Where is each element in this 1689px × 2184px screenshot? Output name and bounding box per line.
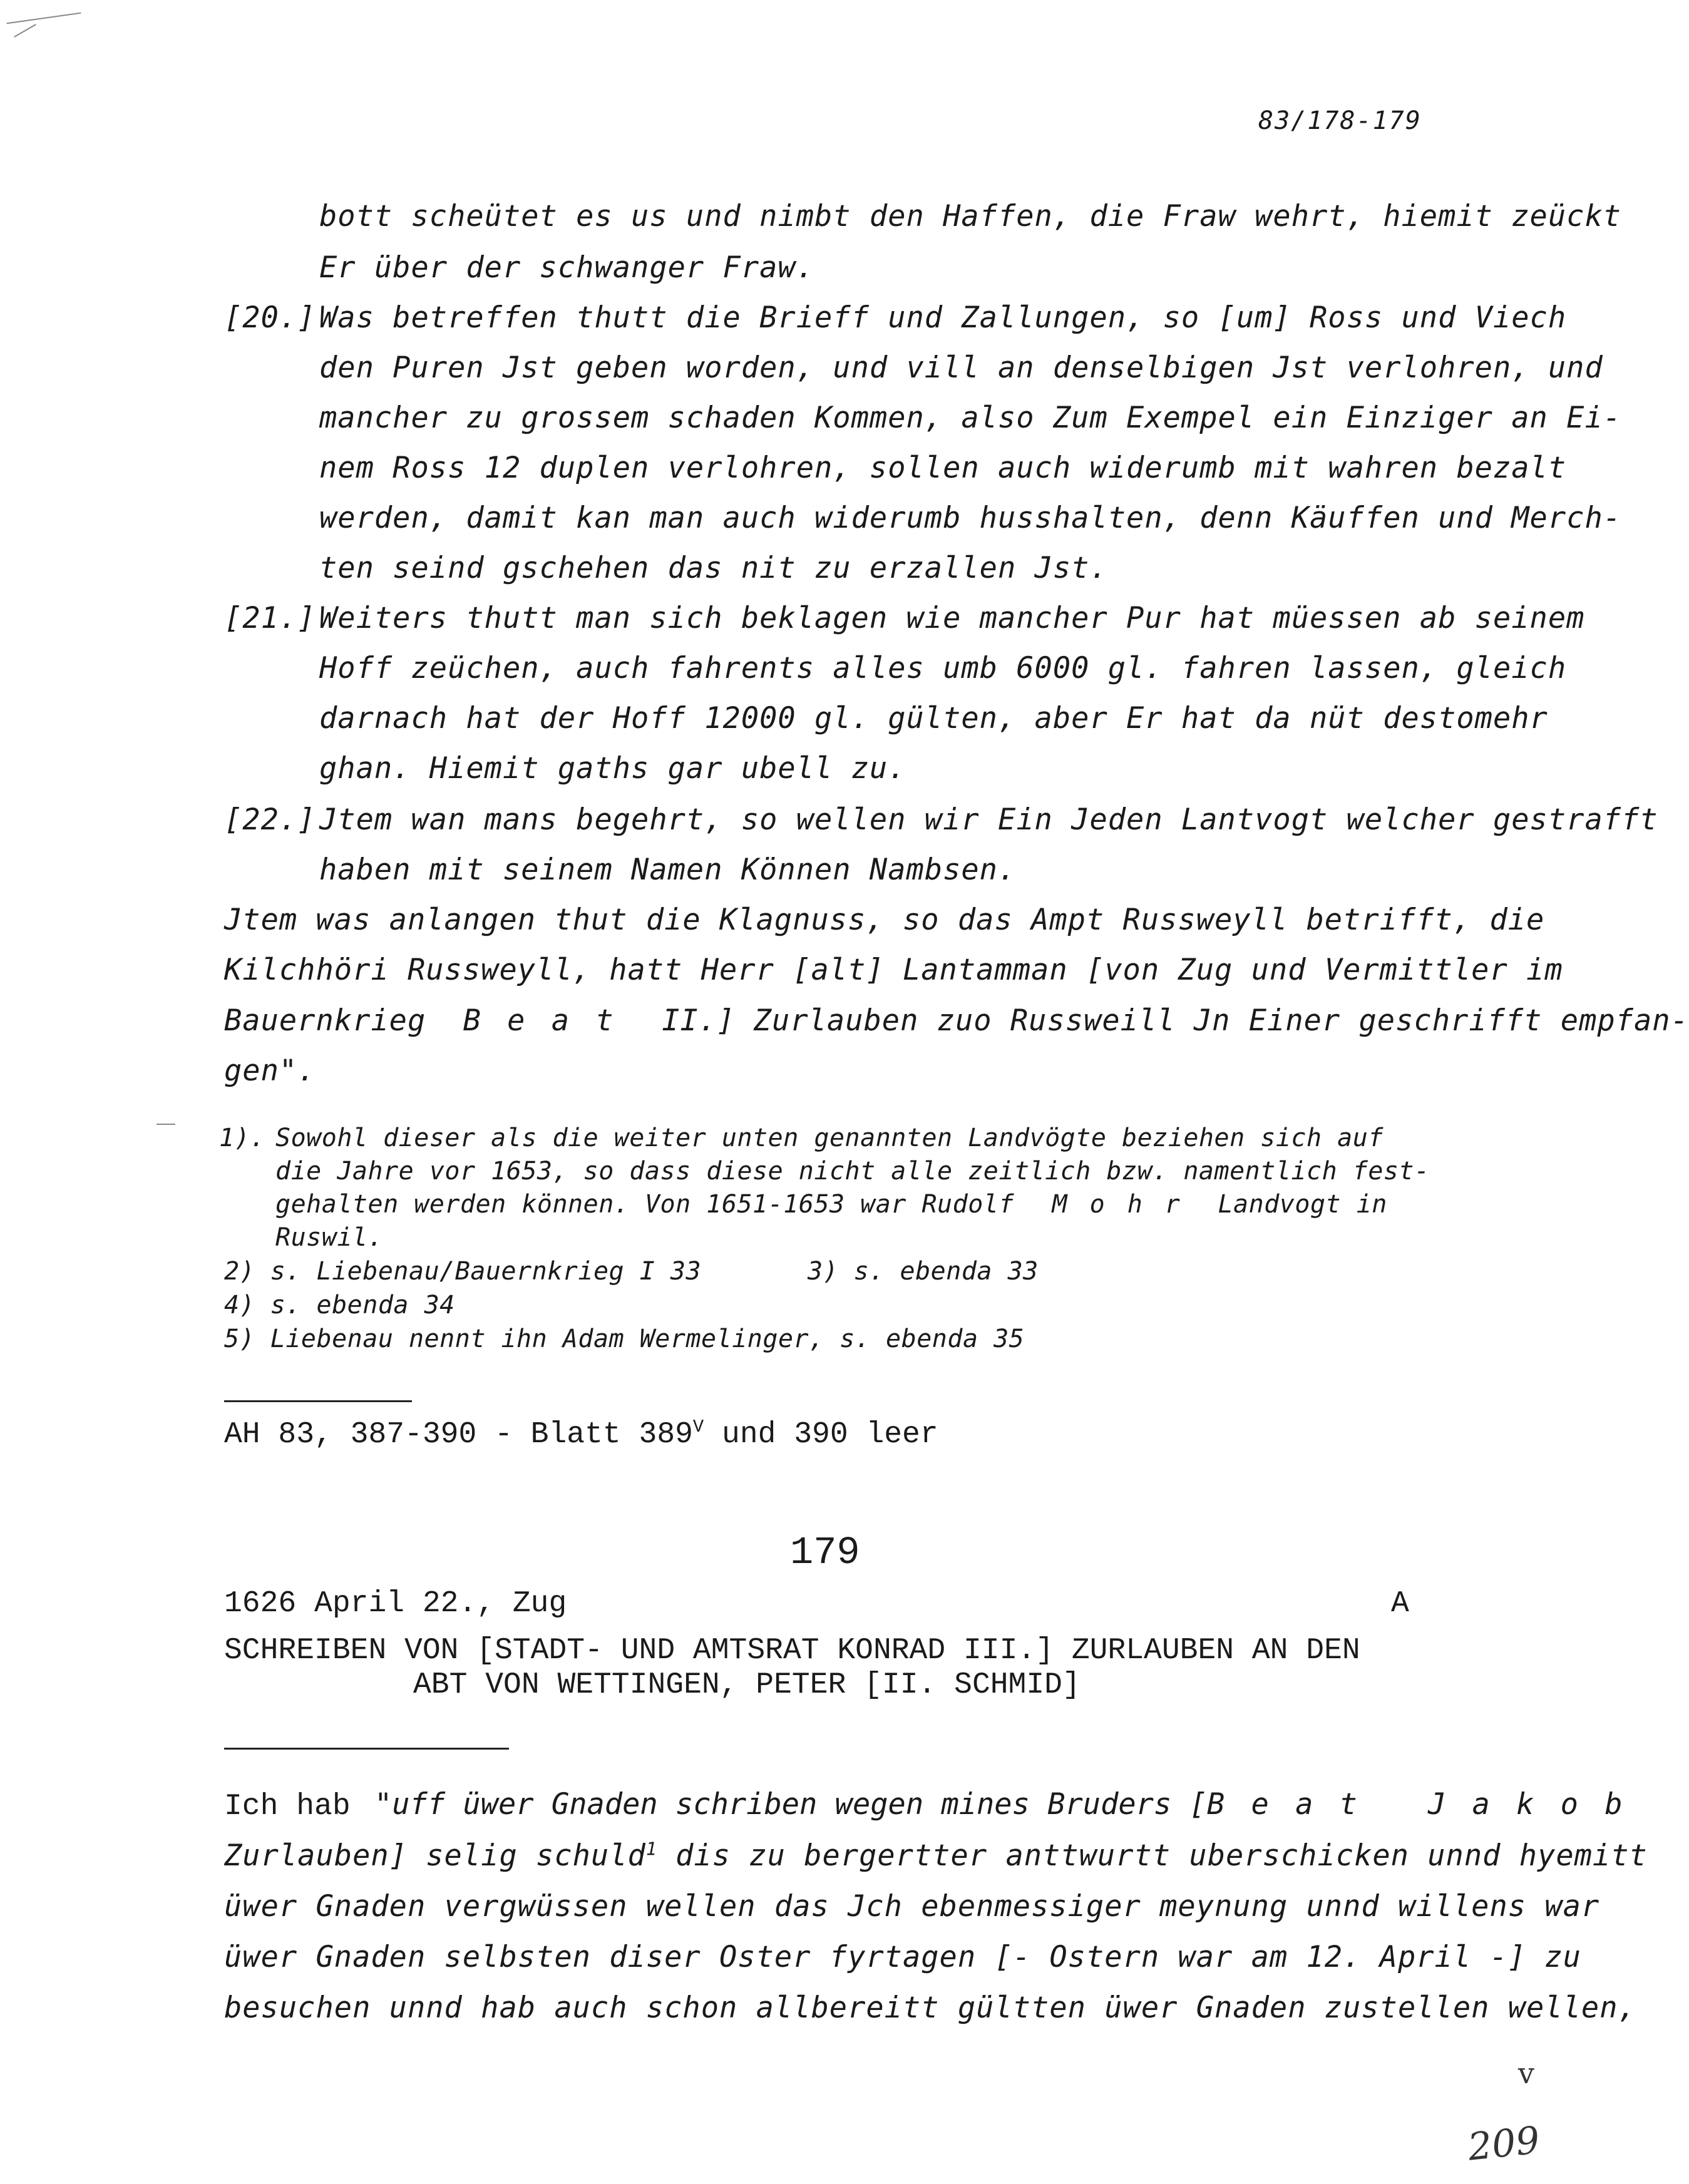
item-label-22: [22.] — [224, 802, 316, 837]
text-line: Weiters thutt man sich beklagen wie mancher Pur hat müessen ab seinem — [319, 601, 1585, 635]
page-reference: 83/178-179 — [1258, 106, 1422, 135]
superscript: V — [692, 1417, 704, 1437]
text-segment: Landvogt in — [1218, 1190, 1387, 1219]
source-reference — [224, 1418, 938, 1452]
text-line: den Puren Jst geben worden, und vill an denselbigen Jst verlohren, und — [319, 351, 1603, 385]
handwritten-page-number: 209 — [1466, 2118, 1542, 2170]
text-line — [224, 1838, 1648, 1873]
item-label-20: [20.] — [224, 300, 316, 335]
date-place: 1626 April 22., Zug — [224, 1587, 567, 1621]
scan-artifact — [6, 13, 81, 24]
scan-artifact — [14, 24, 36, 38]
footnote-marker-1: 1). — [219, 1124, 265, 1152]
footnote-3: 3) s. ebenda 33 — [808, 1257, 1039, 1286]
section-divider — [224, 1400, 412, 1402]
margin-mark — [157, 1124, 175, 1125]
text-segment: Ich hab — [224, 1790, 351, 1823]
text-line: darnach hat der Hoff 12000 gl. gülten, aber Er hat da nüt destomehr — [319, 701, 1548, 736]
text-line: Was betreffen thutt die Brieff und Zallungen, so [um] Ross und Viech — [319, 300, 1567, 335]
footnote-4: 4) s. ebenda 34 — [224, 1291, 455, 1320]
text-line: mancher zu grossem schaden Kommen, also Zum Exempel ein Einziger an Ei- — [319, 401, 1622, 435]
superscript: 1 — [645, 1838, 657, 1860]
text-segment: dis zu bergertter anttwurtt uberschicken unnd hyemitt — [657, 1838, 1648, 1873]
text-segment: AH 83, 387-390 - Blatt 389 — [224, 1418, 693, 1452]
text-line: Kilchhöri Russweyll, hatt Herr [alt] Lantamman [von Zug und Vermittler im — [224, 953, 1563, 987]
text-line — [224, 1787, 1649, 1823]
footnote-line: die Jahre vor 1653, so dass diese nicht alle zeitlich bzw. namentlich fest- — [275, 1157, 1430, 1186]
text-line: Er über der schwanger Fraw. — [319, 250, 815, 285]
document-title: ABT VON WETTINGEN, PETER [II. SCHMID] — [413, 1668, 1081, 1702]
text-segment: gehalten werden können. Von 1651-1653 war Rudolf — [275, 1190, 1014, 1219]
footnote-line — [275, 1190, 1387, 1219]
text-line: haben mit seinem Namen Können Nambsen. — [319, 853, 1017, 887]
text-line: gen". — [224, 1054, 316, 1088]
document-number: 179 — [790, 1530, 860, 1575]
text-line: besuchen unnd hab auch schon allbereitt gültten üwer Gnaden zustellen wellen, — [224, 1991, 1636, 2025]
text-line: bott scheütet es us und nimbt den Haffen, die Fraw wehrt, hiemit zeückt — [319, 199, 1622, 233]
footnote-line: Ruswil. — [275, 1223, 384, 1252]
text-segment: Zurlauben] selig schuld — [224, 1838, 646, 1873]
text-line: Jtem wan mans begehrt, so wellen wir Ein Jeden Lantvogt welcher gestrafft — [319, 802, 1658, 837]
text-line: werden, damit kan man auch widerumb husshalten, denn Käuffen und Merch- — [319, 501, 1622, 535]
text-line: Hoff zeüchen, auch fahrents alles umb 6000 gl. fahren lassen, gleich — [319, 651, 1567, 685]
text-segment: und 390 leer — [704, 1418, 938, 1452]
person-name: Mohr — [1052, 1190, 1203, 1219]
text-line: nem Ross 12 duplen verlohren, sollen auch widerumb mit wahren bezalt — [319, 451, 1567, 485]
person-name: Beat — [463, 1003, 640, 1038]
text-segment: Bauernkrieg — [224, 1003, 426, 1038]
person-name: Beat Jakob — [1206, 1787, 1649, 1822]
document-type: A — [1391, 1587, 1409, 1621]
footnote-line: Sowohl dieser als die weiter unten genannten Landvögte beziehen sich auf — [275, 1124, 1384, 1152]
text-line: üwer Gnaden selbsten diser Oster fyrtagen [- Ostern war am 12. April -] zu — [224, 1940, 1581, 1974]
text-segment: II.] Zurlauben zuo Russweill Jn Einer geschrifft empfan- — [662, 1003, 1689, 1038]
text-segment: "uff üwer Gnaden schriben wegen mines Bruders [ — [374, 1787, 1207, 1822]
text-line: ghan. Hiemit gaths gar ubell zu. — [319, 751, 906, 786]
document-title: SCHREIBEN VON [STADT- UND AMTSRAT KONRAD III.] ZURLAUBEN AN DEN — [224, 1634, 1360, 1668]
text-line — [224, 1003, 1689, 1038]
text-line: ten seind gschehen das nit zu erzallen Jst. — [319, 551, 1108, 585]
section-divider — [224, 1748, 509, 1750]
handwritten-mark: v — [1518, 2056, 1534, 2090]
text-line: Jtem was anlangen thut die Klagnuss, so das Ampt Russweyll betrifft, die — [224, 903, 1545, 937]
text-line: üwer Gnaden vergwüssen wellen das Jch ebenmessiger meynung unnd willens war — [224, 1889, 1600, 1924]
item-label-21: [21.] — [224, 601, 316, 635]
footnote-5: 5) Liebenau nennt ihn Adam Wermelinger, s. ebenda 35 — [224, 1325, 1025, 1353]
footnote-2: 2) s. Liebenau/Bauernkrieg I 33 — [224, 1257, 702, 1286]
